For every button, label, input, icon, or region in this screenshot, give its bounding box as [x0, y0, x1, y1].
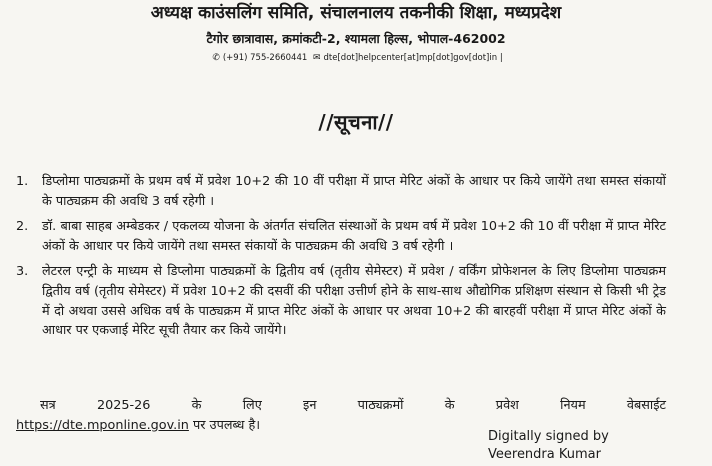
signature-name: Veerendra Kumar	[488, 447, 601, 462]
closing-word: के	[191, 398, 202, 413]
notice-heading: //सूचना//	[318, 110, 394, 134]
list-item	[16, 172, 666, 211]
item-text: डॉ. बाबा साहब अम्बेडकर / एकलव्य योजना के अंतर्गत संचलित संस्थाओं के प्रथम वर्ष में प्रवेश 10+2 की 10 वीं परीक्षा में प्राप्त मेरिट अंकों के आधार पर किये जायेंगे तथा समस्त संकायों के पाठ्यक्रम की अवधि 3 वर्ष रहेगी ।	[42, 219, 666, 254]
phone-icon: ✆	[212, 53, 220, 63]
closing-word: नियम	[560, 398, 586, 413]
closing-word: पाठ्यक्रमों	[357, 398, 404, 413]
signature-line-1: Digitally signed by	[488, 429, 609, 444]
item-number: 3.	[16, 264, 29, 280]
item-text: डिप्लोमा पाठ्यक्रमों के प्रथम वर्ष में प्रवेश 10+2 की 10 वीं परीक्षा में प्राप्त मेरिट अंकों के आधार पर किये जायेंगे तथा समस्त संकायों के पाठ्यक्रम की अवधि 3 वर्ष रहेगी ।	[42, 174, 666, 209]
closing-word: सत्र	[40, 398, 56, 413]
closing-word: के	[444, 398, 455, 413]
closing-word: वेबसाईट	[626, 398, 666, 413]
item-text: लेटरल एन्ट्री के माध्यम से डिप्लोमा पाठ्यक्रमों के द्वितीय वर्ष (तृतीय सेमेस्टर) में प्रवेश / वर्किंग प्रोफेशनल के लिए डिप्लोमा पाठ्यक्रम द्वितीय वर्ष (तृतीय सेमेस्टर) में प्रवेश 10+2 की दसवीं की परीक्षा उत्तीर्ण होने के साथ-साथ औद्योगिक प्रशिक्षण संस्थान से किसी भी ट्रेड में दो अथवा उससे अधिक वर्ष के पाठ्यक्रम में प्राप्त मेरिट अंकों के आधार पर अथवा 10+2 की बारहवीं परीक्षा में प्राप्त मेरिट अंकों के आधार पर एकजाई मेरिट सूची तैयार कर किये जायेंगे।	[42, 264, 666, 339]
notice-list	[16, 172, 666, 347]
closing-suffix: पर उपलब्ध है।	[188, 418, 261, 433]
list-item	[16, 262, 666, 340]
phone-number: (+91) 755-2660441	[222, 53, 308, 63]
email-address: dte[dot]helpcenter[at]mp[dot]gov[dot]in |	[323, 53, 503, 63]
closing-line-2	[16, 416, 260, 435]
closing-word: इन	[303, 398, 317, 413]
header-contact	[0, 52, 712, 64]
website-link[interactable]: https://dte.mponline.gov.in	[16, 418, 189, 433]
header-title: अध्यक्ष काउंसलिंग समिति, संचालनालय तकनीकी शिक्षा, मध्यप्रदेश	[150, 3, 562, 23]
list-item	[16, 217, 666, 256]
digital-signature	[488, 428, 609, 464]
closing-word: 2025-26	[96, 398, 151, 413]
closing-word: प्रवेश	[495, 398, 519, 413]
item-number: 2.	[16, 219, 29, 235]
header-address: टैगोर छात्रावास, क्रमांकटी-2, श्यामला हिल्स, भोपाल-462002	[206, 31, 506, 46]
item-number: 1.	[16, 174, 29, 189]
closing-word: लिए	[242, 398, 262, 413]
envelope-icon: ✉	[312, 53, 321, 63]
closing-line	[40, 396, 666, 415]
